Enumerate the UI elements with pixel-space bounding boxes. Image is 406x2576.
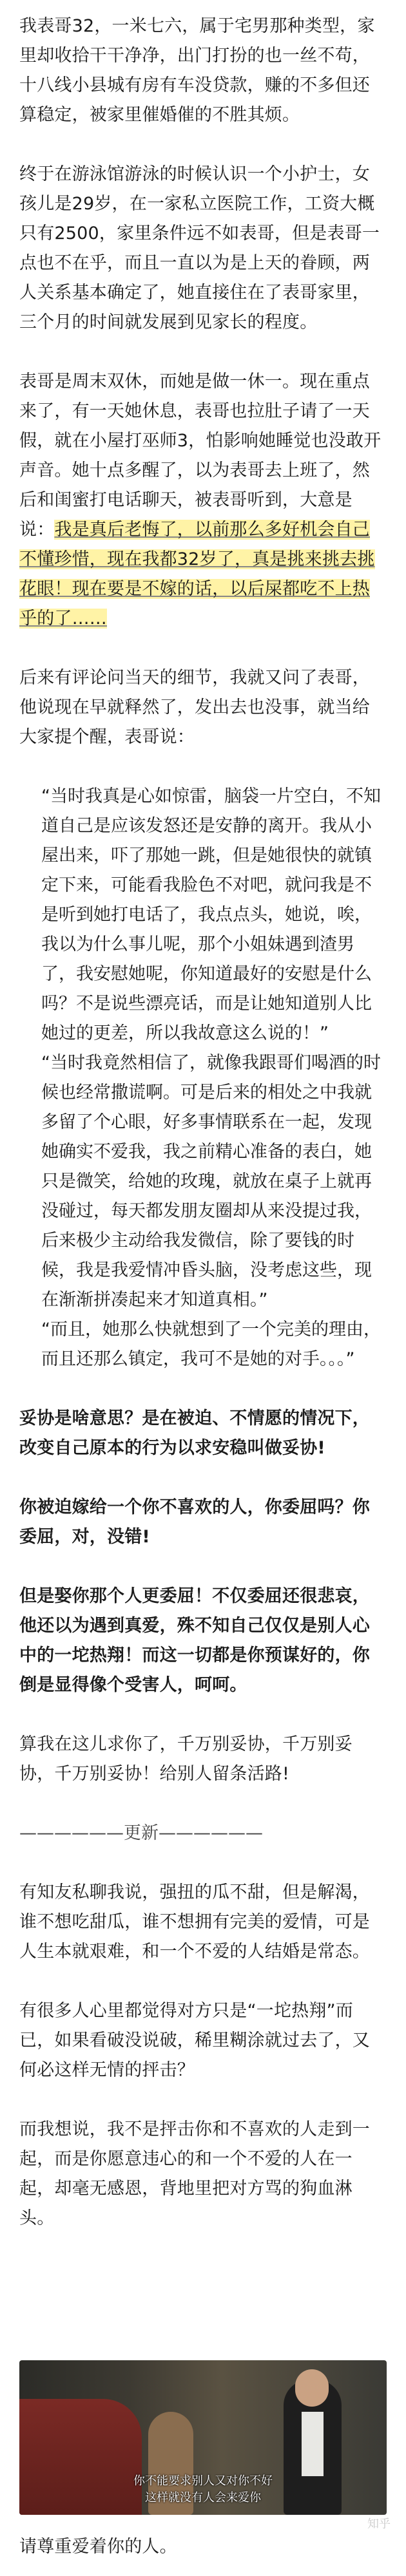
paragraph-followup: 后来有评论问当天的细节，我就又问了表哥，他说现在早就释然了，发出去也没事，就当给大家提个醒，表哥说：	[19, 668, 370, 747]
paragraph-reader-view: 有很多人心里都觉得对方只是“一坨热翔”而已，如果看破没说破，稀里糊涂就过去了，又何必这样无情的抨击？	[19, 2001, 370, 2080]
update-divider-right: ——————	[159, 1823, 263, 1843]
quote-cousin-3: “而且，她那么快就想到了一个完美的理由，而且还那么镇定，我可不是她的对手。。。”	[41, 1320, 381, 1369]
paragraph-overheard-lead: 表哥是周末双休，而她是做一休一。现在重点来了，有一天她休息，表哥也拉肚子请了一天假，就在小屋打巫师3，怕影响她睡觉也没敢开声音。她十点多醒了，以为表哥去上班了，然后和闺蜜打电话聊天，被表哥听到，大意是说：	[19, 372, 382, 540]
update-divider	[19, 1819, 387, 1848]
quote-cousin-2: “当时我竟然相信了，就像我跟哥们喝酒的时候也经常撒谎啊。可是后来的相处之中我就多留了个心眼，好多事情联系在一起，发现她确实不爱我，我之前精心准备的表白，她只是微笑，给她的玫瑰，就放在桌子上就再没碰过，每天都发朋友圈却从来没提过我，后来极少主动给我发微信，除了要钱的时候，我是我爱情冲昏头脑，没考虑这些，现在渐渐拼凑起来才知道真相。”	[41, 1053, 381, 1310]
paragraph-intro: 我表哥32，一米七六，属于宅男那种类型，家里却收拾干干净净，出门打扮的也一丝不苟，十八线小县城有房有车没贷款，赚的不多但还算稳定，被家里催婚催的不胜其烦。	[19, 16, 375, 125]
man-head	[295, 2369, 329, 2407]
subtitle-second-line: 这样就没有人会来爱你	[145, 2491, 261, 2505]
paragraph-author-reply: 而我想说，我不是抨击你和不喜欢的人走到一起，而是你愿意违心的和一个不爱的人在一起，却毫无感恩，背地里把对方骂的狗血淋头。	[19, 2119, 370, 2228]
paragraph-overheard	[19, 367, 387, 634]
source-watermark: 知乎	[367, 2517, 391, 2531]
bold-compromise-definition: 妥协是啥意思？是在被迫、不情愿的情况下，改变自己原本的行为以求安稳叫做妥协!	[19, 1408, 370, 1458]
paragraph-friend-comment: 有知友私聊我说，强扭的瓜不甜，但是解渴，谁不想吃甜瓜，谁不想拥有完美的爱情，可是人生本就艰难，和一个不爱的人结婚是常态。	[19, 1882, 370, 1962]
paragraph-meeting: 终于在游泳馆游泳的时候认识一个小护士，女孩儿是29岁，在一家私立医院工作，工资大概只有2500，家里条件远不如表哥，但是表哥一点也不在乎，而且一直以为是上天的眷顾，两人关系基本确定了，她直接住在了表哥家里，三个月的时间就发展到见家长的程度。	[19, 164, 380, 332]
paragraph-plea: 算我在这儿求你了，千万别妥协，千万别妥协，千万别妥协！给别人留条活路!	[19, 1734, 353, 1784]
bold-forced-marriage: 你被迫嫁给一个你不喜欢的人，你委屈吗？你委屈，对，没错!	[19, 1497, 370, 1547]
update-divider-left: ——————	[19, 1823, 124, 1843]
bold-spouse-grievance: 但是娶你那个人更委屈！不仅委屈还很悲哀，他还以为遇到真爱，殊不知自己仅仅是别人心中的一坨热翔！而这一切都是你预谋好的，你倒是显得像个受害人，呵呵。	[19, 1586, 370, 1695]
man-shirt	[302, 2412, 324, 2476]
subtitle-chinese: 你不能要求别人又对你不好	[133, 2474, 273, 2488]
movie-still-image	[19, 2360, 387, 2515]
paragraph-closing: 请尊重爱着你的人。	[19, 2537, 177, 2557]
update-divider-label: 更新	[124, 1823, 159, 1843]
quote-cousin-1: “当时我真是心如惊雷，脑袋一片空白，不知道自己是应该发怒还是安静的离开。我从小屋出来，吓了那她一跳，但是她很快的就镇定下来，可能看我脸色不对吧，就问我是不是听到她打电话了，我点点头，她说，唉，我以为什么事儿呢，那个小姐妹遇到渣男了，我安慰她呢，你知道最好的安慰是什么吗？不是说些漂亮话，而是让她知道别人比她过的更差，所以我故意这么说的！”	[41, 786, 381, 1043]
overheard-quote-highlight: 我是真后老悔了，以前那么多好机会自己不懂珍惜，现在我都32岁了，真是挑来挑去挑花眼！现在要是不嫁的话，以后屎都吃不上热乎的了……	[19, 520, 375, 629]
